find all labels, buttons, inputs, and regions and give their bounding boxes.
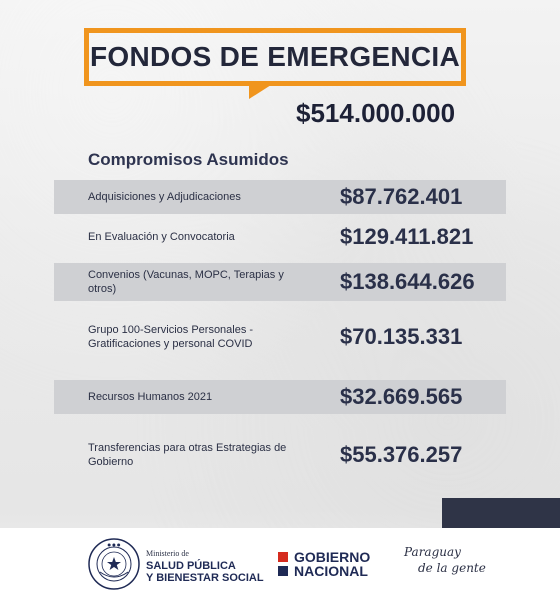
gobierno-line2: NACIONAL [294, 563, 368, 579]
row-label: Transferencias para otras Estrategias de Gobierno [88, 442, 287, 468]
ministry-logo-text [146, 548, 264, 584]
commitment-row [54, 318, 506, 356]
row-label: Convenios (Vacunas, MOPC, Terapias y otros) [88, 269, 284, 295]
ministry-name-line1: SALUD PÚBLICA [146, 560, 236, 572]
row-amount: $87.762.401 [340, 184, 463, 209]
title-box [84, 28, 466, 86]
row-amount: $55.376.257 [340, 442, 463, 467]
commitment-row [54, 180, 506, 214]
row-label: Recursos Humanos 2021 [88, 391, 213, 403]
footer [0, 528, 560, 600]
slogan-line2: de la gente [418, 561, 486, 575]
commitment-row [54, 220, 506, 254]
page-title: FONDOS DE EMERGENCIA [89, 41, 461, 72]
total-amount: $514.000.000 [296, 98, 456, 128]
ministry-small-label: Ministerio de [146, 549, 189, 558]
row-amount: $70.135.331 [340, 324, 463, 349]
decorative-bar [442, 498, 560, 528]
row-label: Grupo 100-Servicios Personales - Gratificaciones y personal COVID [88, 324, 254, 350]
row-amount: $32.669.565 [340, 384, 463, 409]
commitment-row [54, 436, 506, 474]
svg-text:● ● ●: ● ● ● [107, 542, 121, 547]
row-label: En Evaluación y Convocatoria [88, 231, 235, 243]
gobierno-nacional-logo [294, 550, 370, 578]
row-amount: $129.411.821 [340, 224, 474, 249]
slogan-logo [404, 544, 490, 576]
gobierno-line1: GOBIERNO [294, 549, 371, 565]
row-label: Adquisiciones y Adjudicaciones [88, 191, 241, 203]
section-title: Compromisos Asumidos [88, 150, 289, 169]
slogan-line1: Paraguay [404, 545, 461, 559]
flag-icon [278, 552, 288, 578]
row-amount: $138.644.626 [340, 269, 475, 294]
national-seal-icon [88, 538, 140, 590]
commitment-row [54, 380, 506, 414]
ministry-name-line2: Y BIENESTAR SOCIAL [146, 572, 264, 584]
commitment-row [54, 263, 506, 301]
